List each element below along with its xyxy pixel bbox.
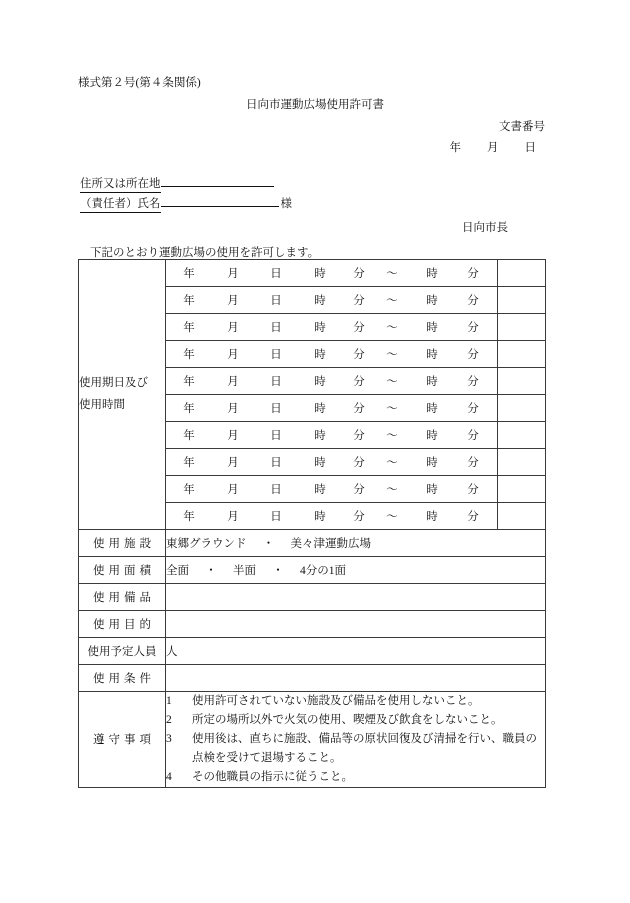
date-unit-wave: ～ xyxy=(386,295,398,307)
date-unit-year: 年 xyxy=(183,511,195,523)
date-unit-month: 月 xyxy=(227,268,239,280)
usage-period-label xyxy=(79,260,166,530)
date-unit-year: 年 xyxy=(183,376,195,388)
date-unit-minute: 分 xyxy=(353,295,365,307)
date-unit-hour: 時 xyxy=(314,484,326,496)
issue-date-line xyxy=(0,139,536,155)
usage-date-cell[interactable] xyxy=(166,341,498,368)
date-unit-wave: ～ xyxy=(386,457,398,469)
date-unit-wave: ～ xyxy=(386,511,398,523)
usage-date-note-cell[interactable] xyxy=(498,503,546,530)
date-unit-minute_end: 分 xyxy=(467,295,479,307)
compliance-item-text: その他職員の指示に従うこと。 xyxy=(192,770,353,783)
date-unit-month: 月 xyxy=(227,457,239,469)
area-options-cell[interactable] xyxy=(166,557,546,584)
date-unit-month: 月 xyxy=(227,295,239,307)
date-unit-day: 日 xyxy=(270,295,282,307)
date-unit-year: 年 xyxy=(183,268,195,280)
expected-attendance-cell[interactable]: 人 xyxy=(166,638,546,665)
date-unit-wave: ～ xyxy=(386,430,398,442)
date-unit-day: 日 xyxy=(270,403,282,415)
option-facility-0[interactable]: 東郷グラウンド xyxy=(166,538,247,550)
usage-date-cell[interactable] xyxy=(166,368,498,395)
address-field-line xyxy=(80,175,274,193)
compliance-item-number: 1 xyxy=(166,695,172,707)
date-unit-hour: 時 xyxy=(314,403,326,415)
issuer-name: 日向市長 xyxy=(462,222,508,234)
date-unit-minute_end: 分 xyxy=(467,322,479,334)
intro-sentence: 下記のとおり運動広場の使用を許可します。 xyxy=(90,247,320,259)
date-unit-wave: ～ xyxy=(386,484,398,496)
permit-table-body xyxy=(79,260,546,788)
issue-date-month: 月 xyxy=(487,142,499,154)
usage-date-cell[interactable] xyxy=(166,314,498,341)
date-unit-hour: 時 xyxy=(314,349,326,361)
date-unit-hour: 時 xyxy=(314,322,326,334)
date-unit-year: 年 xyxy=(183,484,195,496)
usage-date-note-cell[interactable] xyxy=(498,395,546,422)
date-unit-minute: 分 xyxy=(353,268,365,280)
usage-date-note-cell[interactable] xyxy=(498,368,546,395)
usage-date-cell[interactable] xyxy=(166,503,498,530)
date-unit-minute_end: 分 xyxy=(467,403,479,415)
name-input-rule[interactable] xyxy=(161,205,279,207)
date-unit-minute_end: 分 xyxy=(467,376,479,388)
date-unit-minute_end: 分 xyxy=(467,430,479,442)
compliance-item-text: 所定の場所以外で火気の使用、喫煙及び飲食をしないこと。 xyxy=(192,713,503,726)
date-unit-hour: 時 xyxy=(314,295,326,307)
date-unit-minute: 分 xyxy=(353,484,365,496)
date-unit-hour_end: 時 xyxy=(426,268,438,280)
row-label-1: 使用面積 xyxy=(79,557,166,584)
table-row xyxy=(79,638,546,665)
address-input-rule[interactable] xyxy=(161,185,274,187)
option-area-0[interactable]: 全面 xyxy=(166,565,189,577)
compliance-item xyxy=(166,692,545,711)
compliance-item-number: 3 xyxy=(166,732,172,745)
compliance-item xyxy=(166,711,545,730)
compliance-item-number: 2 xyxy=(166,713,172,726)
date-unit-minute_end: 分 xyxy=(467,268,479,280)
date-unit-year: 年 xyxy=(183,322,195,334)
date-unit-hour: 時 xyxy=(314,430,326,442)
date-unit-wave: ～ xyxy=(386,403,398,415)
compliance-row xyxy=(79,692,546,788)
compliance-label: 遵守事項 xyxy=(79,692,166,788)
usage-date-note-cell[interactable] xyxy=(498,476,546,503)
date-unit-hour_end: 時 xyxy=(426,457,438,469)
usage-date-cell[interactable] xyxy=(166,287,498,314)
date-unit-minute_end: 分 xyxy=(467,484,479,496)
date-unit-minute: 分 xyxy=(353,430,365,442)
issue-date-day: 日 xyxy=(524,142,536,154)
date-unit-minute_end: 分 xyxy=(467,349,479,361)
option-area-2[interactable]: 4分の1面 xyxy=(300,565,346,577)
usage-date-note-cell[interactable] xyxy=(498,260,546,287)
usage-date-note-cell[interactable] xyxy=(498,287,546,314)
date-unit-hour_end: 時 xyxy=(426,430,438,442)
form-number: 様式第２号(第４条関係) xyxy=(78,77,201,89)
date-unit-minute: 分 xyxy=(353,457,365,469)
row-label-2: 使用備品 xyxy=(79,584,166,611)
name-field-line xyxy=(80,195,292,213)
compliance-item xyxy=(166,730,545,768)
table-row xyxy=(79,584,546,611)
date-unit-minute_end: 分 xyxy=(467,457,479,469)
usage-date-cell[interactable] xyxy=(166,260,498,287)
date-unit-hour_end: 時 xyxy=(426,349,438,361)
date-unit-day: 日 xyxy=(270,430,282,442)
usage-date-note-cell[interactable] xyxy=(498,341,546,368)
usage-date-cell[interactable] xyxy=(166,395,498,422)
date-unit-month: 月 xyxy=(227,484,239,496)
date-unit-day: 日 xyxy=(270,484,282,496)
issue-date-year: 年 xyxy=(449,142,461,154)
date-unit-day: 日 xyxy=(270,376,282,388)
date-unit-minute: 分 xyxy=(353,349,365,361)
compliance-item-number: 4 xyxy=(166,770,172,783)
name-label: （責任者）氏名 xyxy=(80,195,161,213)
usage-date-note-cell[interactable] xyxy=(498,422,546,449)
date-unit-year: 年 xyxy=(183,349,195,361)
blank-entry-cell[interactable] xyxy=(166,584,546,611)
date-unit-minute: 分 xyxy=(353,322,365,334)
row-label-0: 使用施設 xyxy=(79,530,166,557)
blank-entry-cell[interactable] xyxy=(166,611,546,638)
option-separator: ・ xyxy=(262,538,275,550)
date-unit-day: 日 xyxy=(270,349,282,361)
date-unit-wave: ～ xyxy=(386,268,398,280)
date-unit-year: 年 xyxy=(183,430,195,442)
table-row xyxy=(79,530,546,557)
usage-date-cell[interactable] xyxy=(166,422,498,449)
date-unit-wave: ～ xyxy=(386,349,398,361)
date-unit-day: 日 xyxy=(270,268,282,280)
compliance-item-text: 使用後は、直ちに施設、備品等の原状回復及び清掃を行い、職員の点検を受けて退場すること。 xyxy=(192,732,537,764)
date-unit-wave: ～ xyxy=(386,322,398,334)
option-separator: ・ xyxy=(205,565,217,577)
usage-date-cell[interactable] xyxy=(166,449,498,476)
date-unit-month: 月 xyxy=(227,403,239,415)
row-label-4: 使用予定人員 xyxy=(79,638,166,665)
date-unit-hour_end: 時 xyxy=(426,484,438,496)
date-unit-minute_end: 分 xyxy=(467,511,479,523)
facility-options-cell[interactable] xyxy=(166,530,546,557)
date-unit-month: 月 xyxy=(227,349,239,361)
compliance-item xyxy=(166,768,545,787)
date-unit-day: 日 xyxy=(270,511,282,523)
usage-date-row[interactable] xyxy=(79,260,546,287)
row-label-5: 使用条件 xyxy=(79,665,166,692)
date-unit-hour: 時 xyxy=(314,457,326,469)
date-unit-hour_end: 時 xyxy=(426,403,438,415)
table-row xyxy=(79,557,546,584)
date-unit-month: 月 xyxy=(227,322,239,334)
compliance-list xyxy=(166,692,546,788)
date-unit-day: 日 xyxy=(270,322,282,334)
compliance-item-text: 使用許可されていない施設及び備品を使用しないこと。 xyxy=(192,695,480,707)
usage-date-note-cell[interactable] xyxy=(498,314,546,341)
usage-date-cell[interactable] xyxy=(166,476,498,503)
date-unit-hour_end: 時 xyxy=(426,511,438,523)
date-unit-hour: 時 xyxy=(314,268,326,280)
date-unit-hour: 時 xyxy=(314,511,326,523)
option-facility-1[interactable]: 美々津運動広場 xyxy=(290,538,371,550)
table-row xyxy=(79,665,546,692)
date-unit-wave: ～ xyxy=(386,376,398,388)
date-unit-minute: 分 xyxy=(353,376,365,388)
date-unit-hour_end: 時 xyxy=(426,376,438,388)
date-unit-minute: 分 xyxy=(353,511,365,523)
date-unit-month: 月 xyxy=(227,430,239,442)
permit-table xyxy=(78,259,546,788)
page-title: 日向市運動広場使用許可書 xyxy=(246,99,384,111)
date-unit-minute: 分 xyxy=(353,403,365,415)
option-separator: ・ xyxy=(272,565,284,577)
usage-period-label-line2: 使用時間 xyxy=(79,398,125,411)
option-area-1[interactable]: 半面 xyxy=(233,565,256,577)
document-number-label: 文書番号 xyxy=(499,121,545,133)
name-honorific: 様 xyxy=(280,198,292,210)
date-unit-month: 月 xyxy=(227,376,239,388)
date-unit-hour_end: 時 xyxy=(426,295,438,307)
blank-entry-cell[interactable] xyxy=(166,665,546,692)
date-unit-hour_end: 時 xyxy=(426,322,438,334)
row-label-3: 使用目的 xyxy=(79,611,166,638)
date-unit-year: 年 xyxy=(183,457,195,469)
date-unit-hour: 時 xyxy=(314,376,326,388)
date-unit-year: 年 xyxy=(183,295,195,307)
usage-date-note-cell[interactable] xyxy=(498,449,546,476)
usage-period-label-line1: 使用期日及び xyxy=(79,376,148,389)
table-row xyxy=(79,611,546,638)
date-unit-year: 年 xyxy=(183,403,195,415)
date-unit-day: 日 xyxy=(270,457,282,469)
date-unit-month: 月 xyxy=(227,511,239,523)
address-label: 住所又は所在地 xyxy=(80,175,161,193)
